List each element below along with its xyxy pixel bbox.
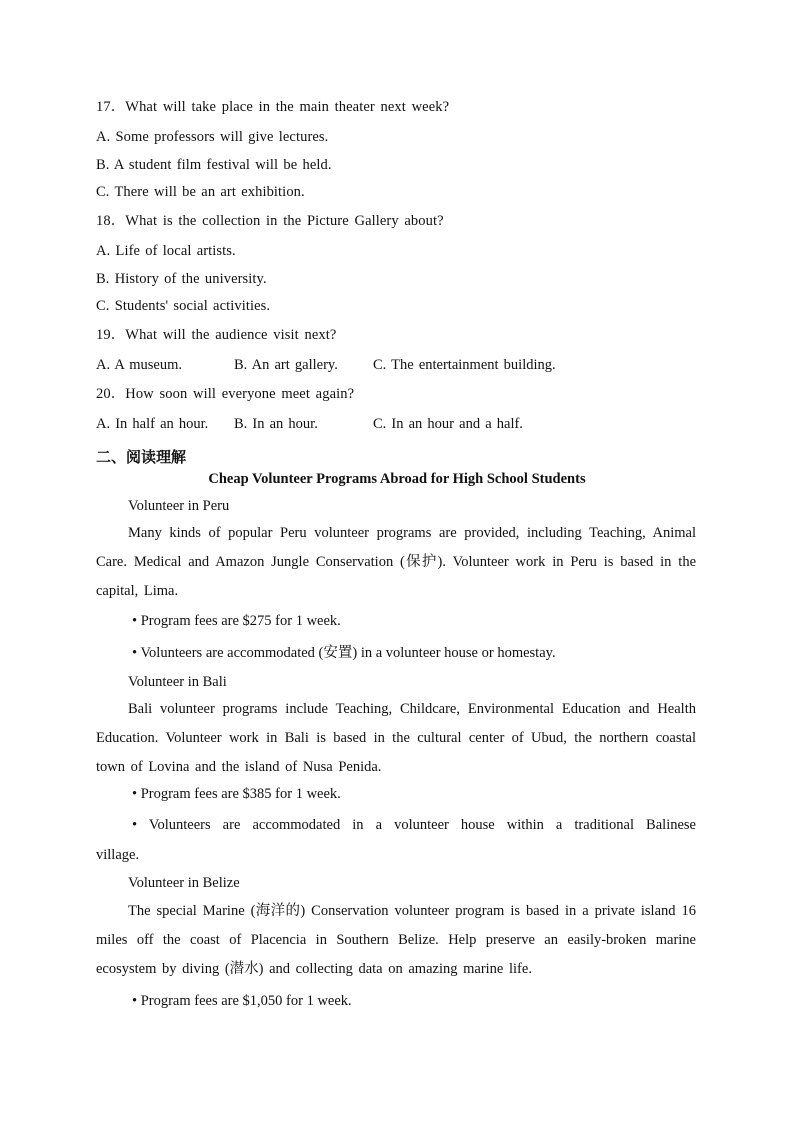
question-20-stem: 20．How soon will everyone meet again? [96,386,355,402]
question-20-options [96,414,696,434]
question-18-option-a: A. Life of local artists. [96,243,236,259]
belize-body: The special Marine (海洋的) Conservation volunteer program is based in a private island 16 miles off the coast of Placencia in Southern Belize. Help preserve an easily-broken marine ecosystem by diving (潜水) and collecting data on amazing marine life. [96,903,696,977]
peru-body: Many kinds of popular Peru volunteer programs are provided, including Teaching, Animal Care. Medical and Amazon Jungle Conservation (保护). Volunteer work in Peru is based in the capital, Lima. [96,525,696,599]
question-17-option-c: C. There will be an art exhibition. [96,184,305,200]
bali-heading: Volunteer in Bali [128,674,227,690]
question-19-stem: 19．What will the audience visit next? [96,327,337,343]
belize-bullet-fees: • Program fees are $1,050 for 1 week. [132,993,352,1009]
peru-bullet-accommodation: • Volunteers are accommodated (安置) in a volunteer house or homestay. [132,645,556,661]
question-20-option-b: B. In an hour. [234,416,318,432]
peru-bullet-fees: • Program fees are $275 for 1 week. [132,613,341,629]
question-17-stem: 17．What will take place in the main theater next week? [96,99,450,115]
question-19-option-c: C. The entertainment building. [373,357,556,373]
question-20-option-a: A. In half an hour. [96,416,209,432]
bali-bullet-accommodation: • Volunteers are accommodated in a volunteer house within a traditional Balinese village. [96,817,696,863]
question-19-option-b: B. An art gallery. [234,357,338,373]
question-19-option-a: A. A museum. [96,357,182,373]
bali-bullet-fees: • Program fees are $385 for 1 week. [132,786,341,802]
question-17-option-b: B. A student film festival will be held. [96,157,332,173]
question-20-option-c: C. In an hour and a half. [373,416,523,432]
article-title: Cheap Volunteer Programs Abroad for High School Students [208,471,586,487]
question-18-option-b: B. History of the university. [96,271,267,287]
question-17-option-a: A. Some professors will give lectures. [96,129,329,145]
question-18-stem: 18．What is the collection in the Picture Gallery about? [96,213,444,229]
belize-heading: Volunteer in Belize [128,875,240,891]
bali-body: Bali volunteer programs include Teaching, Childcare, Environmental Education and Health Education. Volunteer work in Bali is based in the cultural center of Ubud, the northern coastal town of Lovina and the island of Nusa Penida. [96,701,696,775]
question-18-option-c: C. Students' social activities. [96,298,271,314]
section-heading: 二、阅读理解 [96,448,187,466]
question-19-options [96,355,696,375]
peru-heading: Volunteer in Peru [128,498,230,514]
